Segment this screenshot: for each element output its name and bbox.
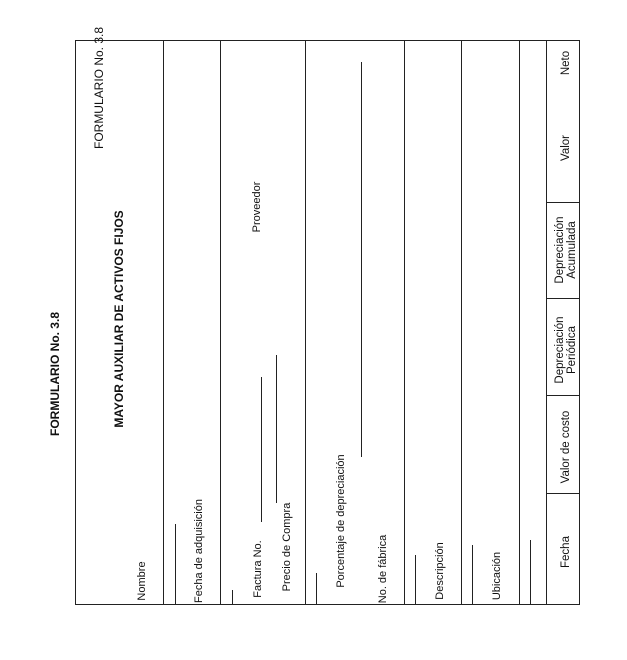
precio-compra-label: Precio de Compra	[281, 502, 293, 592]
fill-line	[316, 573, 317, 604]
table-col-divider	[546, 202, 580, 203]
page-heading: FORMULARIO No. 3.8	[48, 311, 62, 437]
row-divider	[461, 40, 462, 605]
row-divider	[404, 40, 405, 605]
table-header-valor: Valor	[560, 135, 572, 161]
table-header-fecha: Fecha	[560, 536, 572, 568]
row-divider	[305, 40, 306, 605]
porcentaje-depreciacion-label: Porcentaje de depreciación	[335, 454, 347, 588]
table-col-divider	[546, 298, 580, 299]
ubicacion-label: Ubicación	[491, 551, 503, 601]
form-frame	[75, 40, 580, 605]
proveedor-label: Proveedor	[251, 181, 263, 233]
row-divider	[546, 40, 547, 605]
table-header-depreciacion-periodica: Depreciación Periódica	[554, 316, 578, 384]
fecha-adquisicion-label: Fecha de adquisición	[193, 499, 205, 603]
fill-line	[261, 377, 262, 522]
fill-line	[530, 540, 531, 604]
table-col-divider	[546, 493, 580, 494]
table-header-neto: Neto	[560, 50, 572, 76]
table-header-depreciacion-acumulada: Depreciación Acumulada	[554, 216, 578, 284]
fill-line	[472, 545, 473, 604]
descripcion-label: Descripción	[434, 542, 446, 600]
fill-line	[175, 524, 176, 604]
form-title: MAYOR AUXILIAR DE ACTIVOS FIJOS	[112, 210, 126, 428]
fill-line	[276, 355, 277, 503]
table-col-divider	[546, 395, 580, 396]
fill-line	[232, 590, 233, 604]
fill-line	[415, 555, 416, 604]
form-number-label: FORMULARIO No. 3.8	[92, 26, 106, 150]
row-divider	[163, 40, 164, 605]
row-divider	[519, 40, 520, 605]
table-header-valor-costo: Valor de costo	[560, 410, 572, 484]
no-fabrica-label: No. de fábrica	[377, 534, 389, 604]
factura-label: Factura No.	[252, 540, 264, 598]
fill-line	[361, 62, 362, 457]
row-divider	[220, 40, 221, 605]
nombre-label: Nombre	[136, 561, 148, 601]
